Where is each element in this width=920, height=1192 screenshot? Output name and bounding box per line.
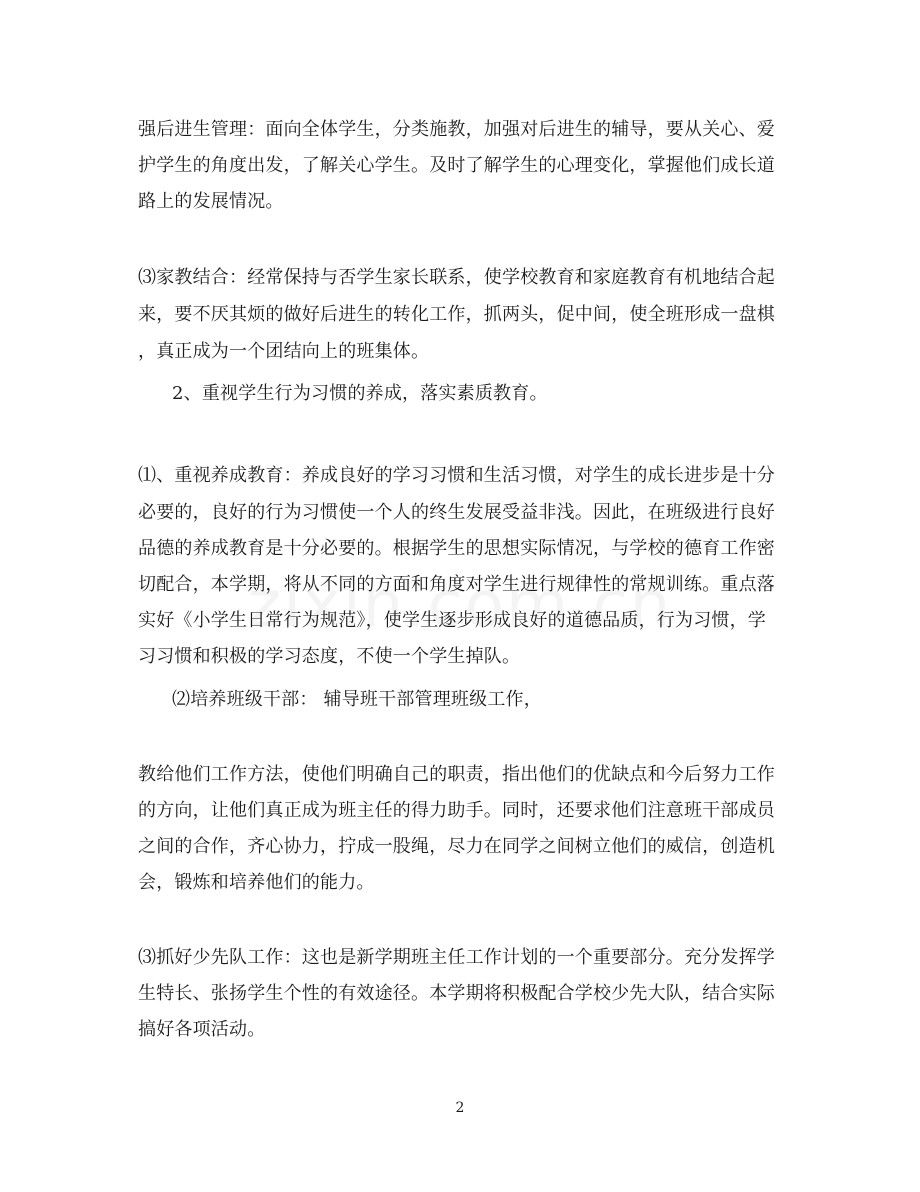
paragraph-2-line-1: ⑶家教结合：经常保持与否学生家长联系，使学校教育和家庭教育有机地结合起 xyxy=(138,267,775,288)
paragraph-6-line-4: 会，锻炼和培养他们的能力。 xyxy=(138,872,375,893)
page-number: 2 xyxy=(455,1100,465,1116)
paragraph-7-line-2: 生特长、张扬学生个性的有效途径。本学期将积极配合学校少先大队，结合实际 xyxy=(138,983,775,1004)
paragraph-1-line-1: 强后进生管理：面向全体学生，分类施教，加强对后进生的辅导，要从关心、爱 xyxy=(138,119,775,140)
paragraph-7-line-3: 搞好各项活动。 xyxy=(138,1019,266,1040)
paragraph-4-line-4: 切配合，本学期，将从不同的方面和角度对学生进行规律性的常规训练。重点落 xyxy=(138,574,775,595)
paragraph-6-line-3: 之间的合作，齐心协力，拧成一股绳，尽力在同学之间树立他们的威信，创造机 xyxy=(138,836,775,857)
paragraph-4-line-2: 必要的，良好的行为习惯使一个人的终生发展受益非浅。因此，在班级进行良好 xyxy=(138,502,775,523)
paragraph-2-line-3: ，真正成为一个团结向上的班集体。 xyxy=(138,341,430,362)
paragraph-1-line-3: 路上的发展情况。 xyxy=(138,191,284,212)
paragraph-6-line-2: 的方向，让他们真正成为班主任的得力助手。同时，还要求他们注意班干部成员 xyxy=(138,800,775,821)
paragraph-4-line-6: 习习惯和积极的学习态度，不使一个学生掉队。 xyxy=(138,646,521,667)
paragraph-4-line-1: ⑴、重视养成教育：养成良好的学习习惯和生活习惯，对学生的成长进步是十分 xyxy=(138,465,775,486)
paragraph-6-line-1: 教给他们工作方法，使他们明确自己的职责，指出他们的优缺点和今后努力工作 xyxy=(138,764,775,785)
paragraph-7-line-1: ⑶抓好少先队工作：这也是新学期班主任工作计划的一个重要部分。充分发挥学 xyxy=(138,947,775,968)
section-heading-2: 2、重视学生行为习惯的养成，落实素质教育。 xyxy=(172,383,548,404)
paragraph-5-line-1: ⑵培养班级干部： 辅导班干部管理班级工作， xyxy=(172,689,542,710)
paragraph-4-line-3: 品德的养成教育是十分必要的。根据学生的思想实际情况，与学校的德育工作密 xyxy=(138,538,775,559)
paragraph-1-line-2: 护学生的角度出发，了解关心学生。及时了解学生的心理变化，掌握他们成长道 xyxy=(138,155,775,176)
paragraph-4-line-5: 实好《小学生日常行为规范》，使学生逐步形成良好的道德品质，行为习惯，学 xyxy=(138,610,766,631)
paragraph-2-line-2: 来，要不厌其烦的做好后进生的转化工作，抓两头，促中间，使全班形成一盘棋 xyxy=(138,304,775,325)
